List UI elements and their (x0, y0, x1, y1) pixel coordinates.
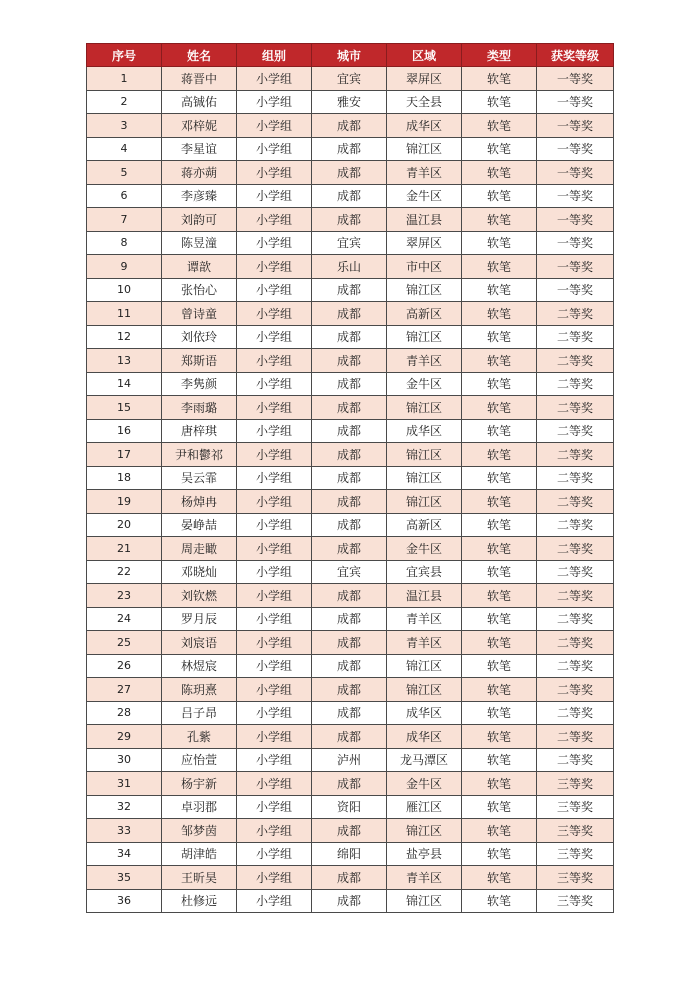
cell-name: 林煜宸 (162, 654, 237, 678)
cell-city: 成都 (312, 866, 387, 890)
cell-city: 成都 (312, 537, 387, 561)
cell-award: 一等奖 (537, 278, 614, 302)
cell-award: 二等奖 (537, 701, 614, 725)
cell-group: 小学组 (237, 701, 312, 725)
cell-city: 宜宾 (312, 560, 387, 584)
table-row (87, 748, 614, 772)
cell-group: 小学组 (237, 513, 312, 537)
cell-index: 34 (87, 842, 162, 866)
cell-city: 成都 (312, 584, 387, 608)
cell-name: 唐梓琪 (162, 419, 237, 443)
cell-index: 3 (87, 114, 162, 138)
table-row (87, 795, 614, 819)
cell-name: 尹和鬱祁 (162, 443, 237, 467)
table-row (87, 255, 614, 279)
cell-group: 小学组 (237, 372, 312, 396)
cell-award: 一等奖 (537, 114, 614, 138)
cell-name: 杨焯冉 (162, 490, 237, 514)
cell-group: 小学组 (237, 725, 312, 749)
table-row (87, 772, 614, 796)
table-row (87, 302, 614, 326)
cell-city: 成都 (312, 607, 387, 631)
cell-district: 成华区 (387, 725, 462, 749)
cell-name: 蒋亦蒴 (162, 161, 237, 185)
cell-type: 软笔 (462, 184, 537, 208)
cell-city: 资阳 (312, 795, 387, 819)
cell-group: 小学组 (237, 842, 312, 866)
cell-group: 小学组 (237, 490, 312, 514)
cell-city: 成都 (312, 419, 387, 443)
table-row (87, 607, 614, 631)
cell-name: 刘钦燃 (162, 584, 237, 608)
table-row (87, 325, 614, 349)
cell-city: 宜宾 (312, 231, 387, 255)
cell-type: 软笔 (462, 349, 537, 373)
cell-index: 7 (87, 208, 162, 232)
cell-district: 锦江区 (387, 466, 462, 490)
cell-district: 青羊区 (387, 631, 462, 655)
cell-index: 30 (87, 748, 162, 772)
cell-district: 锦江区 (387, 278, 462, 302)
table-row (87, 560, 614, 584)
table-row (87, 208, 614, 232)
cell-name: 吕子昂 (162, 701, 237, 725)
table-row (87, 631, 614, 655)
cell-award: 二等奖 (537, 607, 614, 631)
cell-award: 二等奖 (537, 466, 614, 490)
cell-type: 软笔 (462, 889, 537, 913)
cell-index: 18 (87, 466, 162, 490)
cell-index: 36 (87, 889, 162, 913)
cell-district: 盐亭县 (387, 842, 462, 866)
cell-district: 锦江区 (387, 654, 462, 678)
cell-index: 31 (87, 772, 162, 796)
cell-award: 二等奖 (537, 584, 614, 608)
cell-index: 4 (87, 137, 162, 161)
cell-index: 8 (87, 231, 162, 255)
cell-city: 宜宾 (312, 67, 387, 91)
header-city: 城市 (312, 44, 387, 67)
results-table (86, 43, 614, 913)
cell-award: 二等奖 (537, 631, 614, 655)
cell-district: 雁江区 (387, 795, 462, 819)
cell-city: 成都 (312, 325, 387, 349)
cell-type: 软笔 (462, 137, 537, 161)
cell-award: 二等奖 (537, 372, 614, 396)
header-award: 获奖等级 (537, 44, 614, 67)
cell-group: 小学组 (237, 208, 312, 232)
cell-index: 20 (87, 513, 162, 537)
cell-group: 小学组 (237, 325, 312, 349)
cell-group: 小学组 (237, 560, 312, 584)
cell-type: 软笔 (462, 466, 537, 490)
cell-city: 成都 (312, 302, 387, 326)
cell-district: 锦江区 (387, 678, 462, 702)
cell-district: 青羊区 (387, 349, 462, 373)
cell-index: 9 (87, 255, 162, 279)
cell-name: 蒋晋中 (162, 67, 237, 91)
cell-district: 金牛区 (387, 772, 462, 796)
cell-index: 2 (87, 90, 162, 114)
cell-group: 小学组 (237, 90, 312, 114)
cell-group: 小学组 (237, 772, 312, 796)
cell-award: 一等奖 (537, 67, 614, 91)
table-row (87, 114, 614, 138)
cell-group: 小学组 (237, 678, 312, 702)
cell-district: 高新区 (387, 513, 462, 537)
cell-city: 成都 (312, 772, 387, 796)
cell-group: 小学组 (237, 748, 312, 772)
cell-district: 青羊区 (387, 866, 462, 890)
cell-name: 应怡萱 (162, 748, 237, 772)
cell-type: 软笔 (462, 842, 537, 866)
cell-district: 温江县 (387, 584, 462, 608)
cell-type: 软笔 (462, 631, 537, 655)
cell-city: 雅安 (312, 90, 387, 114)
cell-index: 1 (87, 67, 162, 91)
cell-district: 温江县 (387, 208, 462, 232)
header-index: 序号 (87, 44, 162, 67)
cell-index: 29 (87, 725, 162, 749)
cell-award: 二等奖 (537, 678, 614, 702)
table-row (87, 725, 614, 749)
cell-city: 成都 (312, 184, 387, 208)
cell-index: 24 (87, 607, 162, 631)
cell-city: 成都 (312, 631, 387, 655)
cell-district: 金牛区 (387, 537, 462, 561)
table-row (87, 889, 614, 913)
cell-city: 成都 (312, 208, 387, 232)
cell-name: 高铖佑 (162, 90, 237, 114)
cell-name: 杜修远 (162, 889, 237, 913)
cell-award: 二等奖 (537, 654, 614, 678)
cell-district: 龙马潭区 (387, 748, 462, 772)
cell-city: 成都 (312, 654, 387, 678)
cell-city: 成都 (312, 466, 387, 490)
table-row (87, 349, 614, 373)
cell-district: 锦江区 (387, 325, 462, 349)
cell-award: 二等奖 (537, 325, 614, 349)
cell-index: 33 (87, 819, 162, 843)
cell-district: 高新区 (387, 302, 462, 326)
cell-name: 李星谊 (162, 137, 237, 161)
cell-index: 21 (87, 537, 162, 561)
table-row (87, 278, 614, 302)
table-body (87, 67, 614, 913)
table-row (87, 184, 614, 208)
cell-index: 22 (87, 560, 162, 584)
cell-district: 天全县 (387, 90, 462, 114)
cell-group: 小学组 (237, 255, 312, 279)
cell-index: 17 (87, 443, 162, 467)
cell-index: 5 (87, 161, 162, 185)
cell-name: 邹梦茵 (162, 819, 237, 843)
cell-group: 小学组 (237, 443, 312, 467)
cell-city: 成都 (312, 161, 387, 185)
cell-index: 15 (87, 396, 162, 420)
cell-city: 成都 (312, 443, 387, 467)
cell-index: 32 (87, 795, 162, 819)
cell-district: 锦江区 (387, 889, 462, 913)
cell-index: 25 (87, 631, 162, 655)
cell-type: 软笔 (462, 208, 537, 232)
table-row (87, 584, 614, 608)
cell-award: 三等奖 (537, 842, 614, 866)
cell-award: 二等奖 (537, 490, 614, 514)
cell-district: 金牛区 (387, 372, 462, 396)
cell-award: 三等奖 (537, 819, 614, 843)
cell-group: 小学组 (237, 184, 312, 208)
header-name: 姓名 (162, 44, 237, 67)
cell-index: 6 (87, 184, 162, 208)
table-row (87, 90, 614, 114)
cell-award: 二等奖 (537, 419, 614, 443)
cell-group: 小学组 (237, 889, 312, 913)
cell-group: 小学组 (237, 349, 312, 373)
cell-award: 一等奖 (537, 208, 614, 232)
cell-group: 小学组 (237, 654, 312, 678)
cell-city: 成都 (312, 114, 387, 138)
cell-city: 成都 (312, 137, 387, 161)
cell-group: 小学组 (237, 396, 312, 420)
cell-name: 邓梓妮 (162, 114, 237, 138)
cell-city: 成都 (312, 725, 387, 749)
cell-group: 小学组 (237, 631, 312, 655)
cell-district: 翠屏区 (387, 67, 462, 91)
cell-group: 小学组 (237, 137, 312, 161)
cell-city: 成都 (312, 889, 387, 913)
cell-name: 邓晓灿 (162, 560, 237, 584)
cell-city: 成都 (312, 396, 387, 420)
cell-name: 刘宸语 (162, 631, 237, 655)
cell-award: 二等奖 (537, 396, 614, 420)
cell-city: 成都 (312, 278, 387, 302)
cell-index: 11 (87, 302, 162, 326)
header-type: 类型 (462, 44, 537, 67)
cell-index: 13 (87, 349, 162, 373)
cell-type: 软笔 (462, 325, 537, 349)
cell-group: 小学组 (237, 302, 312, 326)
cell-group: 小学组 (237, 231, 312, 255)
cell-award: 二等奖 (537, 537, 614, 561)
cell-type: 软笔 (462, 231, 537, 255)
cell-city: 成都 (312, 819, 387, 843)
table-row (87, 537, 614, 561)
cell-group: 小学组 (237, 419, 312, 443)
cell-name: 胡津皓 (162, 842, 237, 866)
cell-index: 14 (87, 372, 162, 396)
cell-name: 李隽颜 (162, 372, 237, 396)
table-row (87, 419, 614, 443)
table-row (87, 443, 614, 467)
table-row (87, 396, 614, 420)
cell-group: 小学组 (237, 819, 312, 843)
cell-type: 软笔 (462, 255, 537, 279)
cell-group: 小学组 (237, 161, 312, 185)
cell-district: 锦江区 (387, 490, 462, 514)
cell-name: 吴云霏 (162, 466, 237, 490)
cell-index: 19 (87, 490, 162, 514)
cell-award: 一等奖 (537, 137, 614, 161)
table-row (87, 842, 614, 866)
cell-award: 二等奖 (537, 302, 614, 326)
cell-type: 软笔 (462, 67, 537, 91)
cell-name: 孔紫 (162, 725, 237, 749)
cell-name: 李雨璐 (162, 396, 237, 420)
cell-name: 罗月辰 (162, 607, 237, 631)
cell-type: 软笔 (462, 302, 537, 326)
cell-type: 软笔 (462, 795, 537, 819)
table-row (87, 701, 614, 725)
cell-award: 三等奖 (537, 772, 614, 796)
cell-award: 二等奖 (537, 443, 614, 467)
cell-group: 小学组 (237, 67, 312, 91)
cell-district: 青羊区 (387, 161, 462, 185)
cell-group: 小学组 (237, 584, 312, 608)
cell-city: 成都 (312, 490, 387, 514)
cell-district: 成华区 (387, 701, 462, 725)
table-row (87, 137, 614, 161)
cell-city: 成都 (312, 349, 387, 373)
cell-award: 三等奖 (537, 889, 614, 913)
table-row (87, 231, 614, 255)
cell-award: 一等奖 (537, 231, 614, 255)
cell-name: 陈昱潼 (162, 231, 237, 255)
cell-award: 二等奖 (537, 748, 614, 772)
cell-name: 张怡心 (162, 278, 237, 302)
cell-type: 软笔 (462, 819, 537, 843)
cell-name: 刘依玲 (162, 325, 237, 349)
cell-district: 青羊区 (387, 607, 462, 631)
cell-name: 陈玥熹 (162, 678, 237, 702)
cell-name: 曾诗童 (162, 302, 237, 326)
cell-group: 小学组 (237, 114, 312, 138)
cell-type: 软笔 (462, 654, 537, 678)
cell-type: 软笔 (462, 396, 537, 420)
cell-award: 三等奖 (537, 866, 614, 890)
cell-city: 乐山 (312, 255, 387, 279)
cell-name: 李彦臻 (162, 184, 237, 208)
cell-award: 一等奖 (537, 184, 614, 208)
cell-name: 王昕昊 (162, 866, 237, 890)
cell-district: 市中区 (387, 255, 462, 279)
cell-name: 谭歆 (162, 255, 237, 279)
cell-index: 12 (87, 325, 162, 349)
cell-award: 一等奖 (537, 161, 614, 185)
cell-name: 刘韵可 (162, 208, 237, 232)
cell-type: 软笔 (462, 537, 537, 561)
cell-type: 软笔 (462, 161, 537, 185)
cell-type: 软笔 (462, 114, 537, 138)
table-row (87, 490, 614, 514)
cell-index: 26 (87, 654, 162, 678)
table-row (87, 372, 614, 396)
table-row (87, 866, 614, 890)
cell-type: 软笔 (462, 772, 537, 796)
table-row (87, 161, 614, 185)
cell-type: 软笔 (462, 513, 537, 537)
header-group: 组别 (237, 44, 312, 67)
cell-award: 一等奖 (537, 255, 614, 279)
cell-group: 小学组 (237, 278, 312, 302)
table-row (87, 654, 614, 678)
cell-award: 二等奖 (537, 560, 614, 584)
cell-index: 16 (87, 419, 162, 443)
cell-index: 10 (87, 278, 162, 302)
cell-district: 锦江区 (387, 443, 462, 467)
cell-name: 周走瞰 (162, 537, 237, 561)
cell-district: 锦江区 (387, 396, 462, 420)
cell-type: 软笔 (462, 278, 537, 302)
cell-type: 软笔 (462, 678, 537, 702)
cell-district: 成华区 (387, 114, 462, 138)
cell-type: 软笔 (462, 701, 537, 725)
cell-type: 软笔 (462, 866, 537, 890)
cell-city: 成都 (312, 678, 387, 702)
cell-type: 软笔 (462, 90, 537, 114)
cell-district: 宜宾县 (387, 560, 462, 584)
cell-city: 成都 (312, 372, 387, 396)
cell-name: 杨宇新 (162, 772, 237, 796)
cell-district: 锦江区 (387, 819, 462, 843)
cell-index: 27 (87, 678, 162, 702)
cell-index: 35 (87, 866, 162, 890)
cell-group: 小学组 (237, 607, 312, 631)
cell-name: 晏峥喆 (162, 513, 237, 537)
cell-group: 小学组 (237, 795, 312, 819)
cell-award: 二等奖 (537, 725, 614, 749)
cell-group: 小学组 (237, 537, 312, 561)
table-row (87, 513, 614, 537)
cell-type: 软笔 (462, 443, 537, 467)
cell-index: 28 (87, 701, 162, 725)
cell-award: 三等奖 (537, 795, 614, 819)
table-row (87, 466, 614, 490)
cell-type: 软笔 (462, 560, 537, 584)
cell-type: 软笔 (462, 419, 537, 443)
cell-type: 软笔 (462, 372, 537, 396)
header-row (87, 44, 614, 67)
cell-name: 卓羽郡 (162, 795, 237, 819)
cell-group: 小学组 (237, 466, 312, 490)
header-district: 区域 (387, 44, 462, 67)
table-row (87, 67, 614, 91)
cell-type: 软笔 (462, 725, 537, 749)
cell-type: 软笔 (462, 607, 537, 631)
cell-type: 软笔 (462, 584, 537, 608)
cell-district: 金牛区 (387, 184, 462, 208)
table-row (87, 819, 614, 843)
cell-name: 郑斯语 (162, 349, 237, 373)
cell-type: 软笔 (462, 748, 537, 772)
cell-award: 二等奖 (537, 513, 614, 537)
cell-index: 23 (87, 584, 162, 608)
cell-city: 成都 (312, 701, 387, 725)
cell-city: 绵阳 (312, 842, 387, 866)
cell-award: 二等奖 (537, 349, 614, 373)
cell-type: 软笔 (462, 490, 537, 514)
cell-city: 成都 (312, 513, 387, 537)
cell-district: 成华区 (387, 419, 462, 443)
cell-group: 小学组 (237, 866, 312, 890)
cell-city: 泸州 (312, 748, 387, 772)
cell-district: 锦江区 (387, 137, 462, 161)
table-row (87, 678, 614, 702)
cell-award: 一等奖 (537, 90, 614, 114)
cell-district: 翠屏区 (387, 231, 462, 255)
